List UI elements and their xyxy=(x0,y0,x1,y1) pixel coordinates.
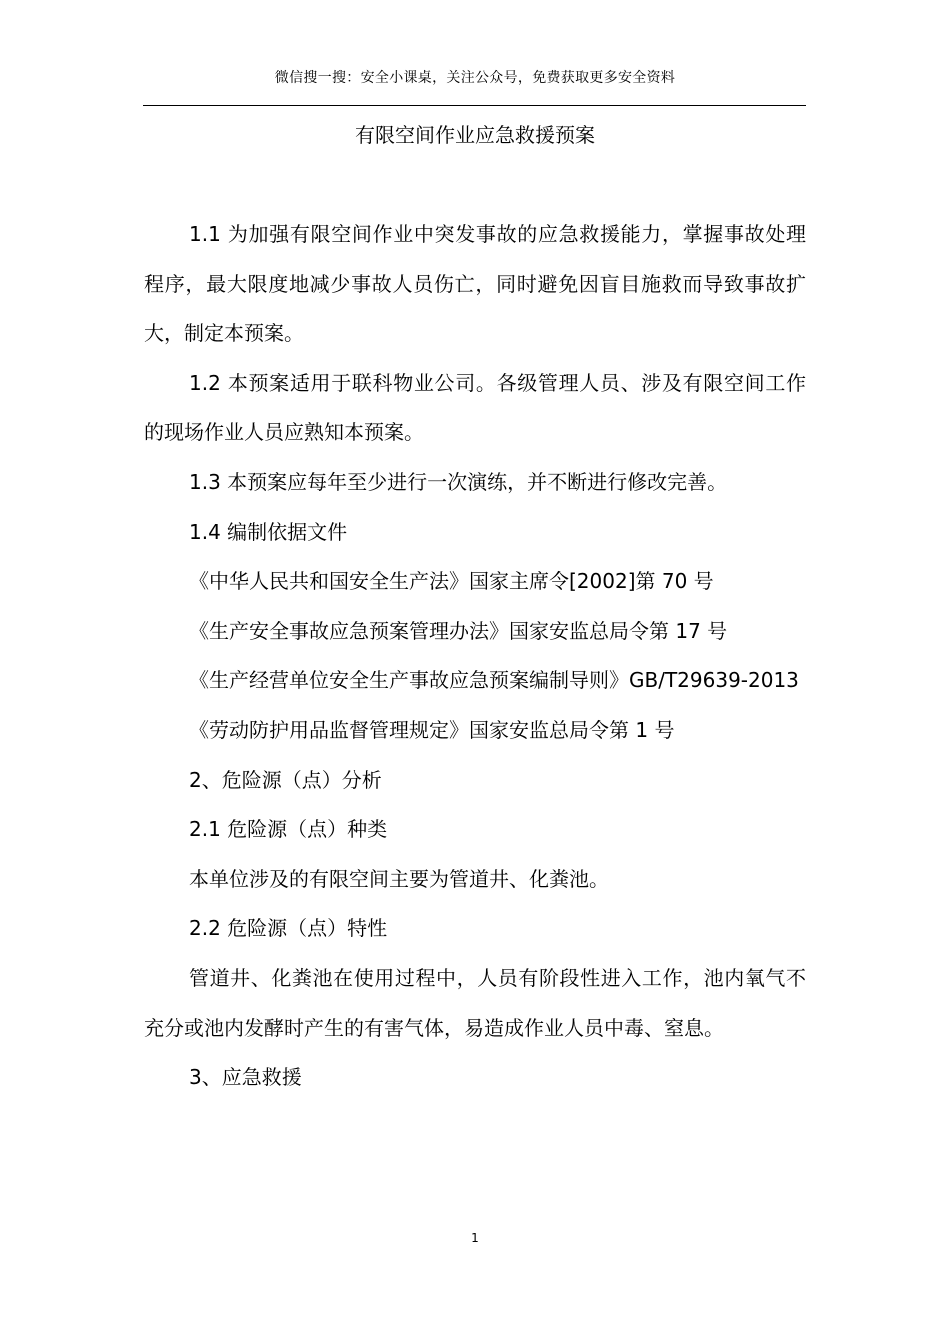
page-number: 1 xyxy=(471,1231,479,1245)
reference-emergency-plan-measures: 《生产安全事故应急预案管理办法》国家安监总局令第 17 号 xyxy=(189,618,728,643)
page-header-text: 微信搜一搜：安全小课桌，关注公众号，免费获取更多安全资料 xyxy=(274,70,676,86)
section-2-1-heading: 2.1 危险源（点）种类 xyxy=(189,817,388,842)
paragraph-2-1: 本单位涉及的有限空间主要为管道井、化粪池。 xyxy=(189,866,609,891)
document-body xyxy=(144,210,806,1103)
section-2-2-heading: 2.2 危险源（点）特性 xyxy=(189,916,388,941)
reference-ppe-regulation: 《劳动防护用品监督管理规定》国家安监总局令第 1 号 xyxy=(189,717,675,742)
reference-safety-production-law: 《中华人民共和国安全生产法》国家主席令[2002]第 70 号 xyxy=(189,569,714,594)
paragraph-1-4-heading: 1.4 编制依据文件 xyxy=(189,519,348,544)
reference-plan-guideline: 《生产经营单位安全生产事故应急预案编制导则》GB/T29639-2013 xyxy=(189,668,799,693)
section-3-heading: 3、应急救援 xyxy=(189,1065,302,1090)
paragraph-1-3: 1.3 本预案应每年至少进行一次演练，并不断进行修改完善。 xyxy=(189,469,728,494)
header-divider xyxy=(143,105,806,106)
paragraph-2-2: 管道井、化粪池在使用过程中，人员有阶段性进入工作，池内氧气不充分或池内发酵时产生的有害气体，易造成作业人员中毒、窒息。 xyxy=(144,965,806,1040)
document-title: 有限空间作业应急救援预案 xyxy=(355,123,595,147)
paragraph-1-2: 1.2 本预案适用于联科物业公司。各级管理人员、涉及有限空间工作的现场作业人员应熟知本预案。 xyxy=(144,370,806,445)
paragraph-1-1: 1.1 为加强有限空间作业中突发事故的应急救援能力，掌握事故处理程序，最大限度地减少事故人员伤亡，同时避免因盲目施救而导致事故扩大，制定本预案。 xyxy=(144,222,806,346)
section-2-heading: 2、危险源（点）分析 xyxy=(189,767,382,792)
